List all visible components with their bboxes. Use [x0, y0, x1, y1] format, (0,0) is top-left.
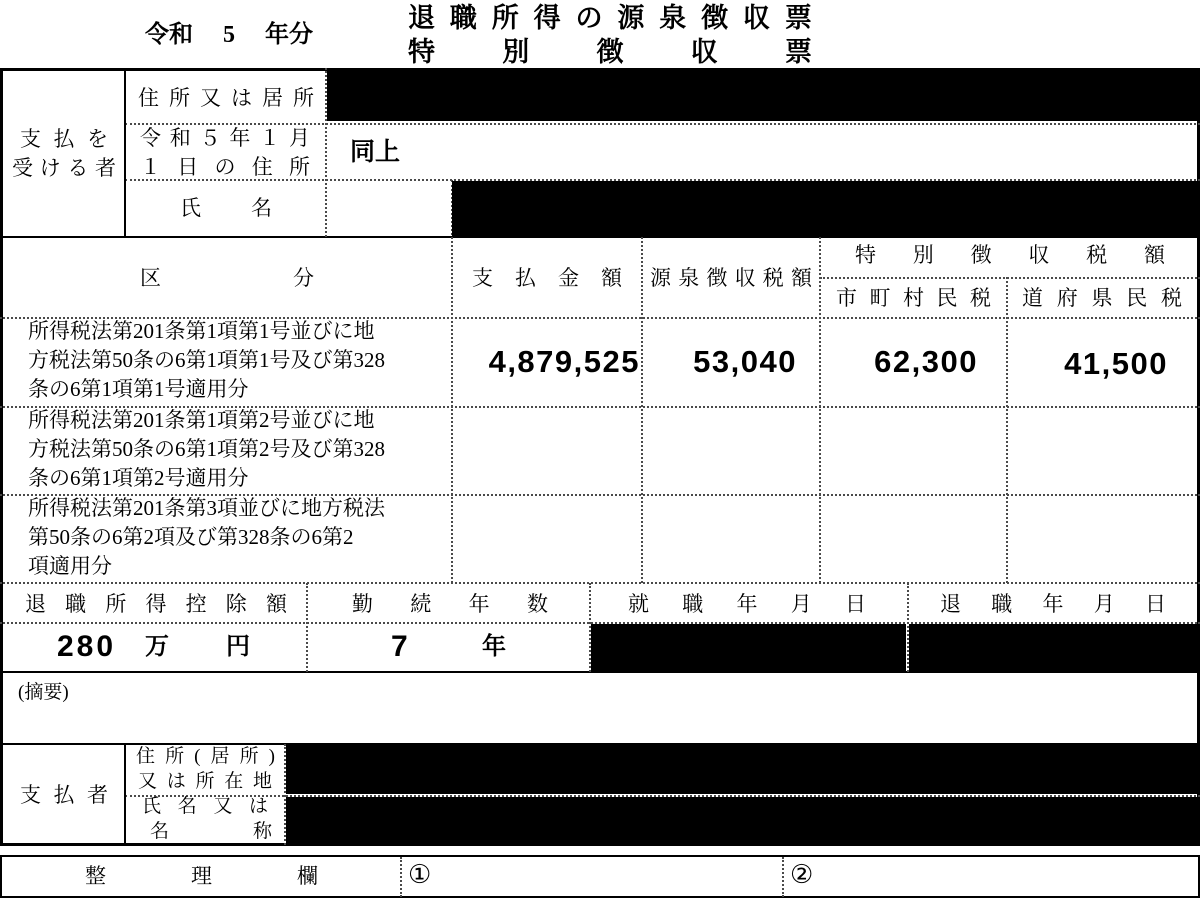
label-char: 在: [224, 771, 244, 792]
label-char: る: [67, 156, 89, 180]
payer-name-label-line: [150, 820, 272, 844]
label-char: 年: [1042, 592, 1064, 616]
label-char: 民: [936, 286, 958, 310]
table-row: [0, 317, 1200, 405]
row-category-line: 所得税法第201条第1項第2号並びに地: [28, 408, 375, 432]
label-char: 泉: [678, 266, 700, 290]
retirement-deduction-label: [25, 590, 287, 618]
label-char: 額: [601, 266, 622, 290]
label-char: 徴: [596, 37, 624, 67]
label-char: 住: [251, 155, 273, 179]
label-char: 住: [136, 746, 156, 767]
label-char: 票: [784, 3, 812, 33]
grid-line: [400, 857, 402, 897]
withholding-tax-value: 53,040: [693, 344, 797, 379]
reference-field-2: ②: [790, 860, 814, 890]
category-header: [140, 264, 314, 292]
label-char: 収: [690, 37, 718, 67]
recipient-section-label-line: [20, 125, 108, 153]
label-char: 市: [836, 286, 857, 310]
label-char: 払: [53, 127, 75, 151]
redacted-payer-name: [286, 797, 1199, 844]
label-char: 払: [53, 783, 75, 807]
years-of-service-unit: 年: [482, 633, 506, 660]
label-char: 府: [1056, 286, 1078, 310]
grid-line: [0, 236, 1200, 238]
label-char: 名: [150, 821, 170, 842]
special-collection-tax-header: [855, 241, 1165, 269]
label-char: 退: [25, 592, 46, 616]
label-char: 得: [145, 592, 167, 616]
label-char: の: [575, 3, 603, 33]
label-char: 町: [869, 286, 891, 310]
label-char: 所: [289, 155, 310, 179]
label-char: 所: [195, 771, 215, 792]
label-char: は: [231, 86, 252, 110]
label-char: を: [87, 127, 108, 151]
label-char: 税: [1161, 286, 1182, 310]
label-char: 所: [293, 86, 314, 110]
label-char: 日: [845, 592, 866, 616]
label-char: 別: [502, 37, 530, 67]
label-char: 退: [940, 592, 961, 616]
label-char: 県: [1091, 286, 1113, 310]
label-char: 又: [200, 86, 221, 110]
label-char: 税: [762, 266, 784, 290]
label-char: 者: [94, 156, 116, 180]
retirement-deduction-unit-man: 万: [145, 633, 169, 660]
label-char: (: [194, 746, 201, 767]
label-char: 払: [515, 266, 536, 290]
label-char: 控: [185, 592, 207, 616]
years-of-service-value: 7: [391, 630, 408, 663]
label-char: ): [268, 746, 275, 767]
label-char: 所: [491, 3, 519, 33]
grid-line: [0, 671, 1200, 673]
label-char: 居: [262, 86, 283, 110]
row-category-line: 所得税法第201条第1項第1号並びに地: [28, 319, 375, 343]
withholding-tax-header: [650, 264, 812, 292]
label-char: 道: [1022, 286, 1043, 310]
label-char: 収: [734, 266, 756, 290]
label-char: 受: [12, 156, 33, 180]
redacted-retire-date: [909, 624, 1199, 671]
grid-line: [124, 744, 126, 845]
grid-line: [782, 857, 784, 897]
label-char: 者: [87, 783, 108, 807]
label-char: 地: [252, 771, 272, 792]
label-char: 月: [288, 126, 310, 150]
label-char: 理: [191, 864, 212, 888]
label-char: 就: [628, 592, 649, 616]
label-char: 金: [558, 266, 579, 290]
label-char: 令: [140, 126, 161, 150]
label-char: 勤: [352, 592, 373, 616]
redacted-hire-date: [591, 624, 906, 671]
label-char: 年: [468, 592, 490, 616]
label-char: 収: [743, 3, 770, 33]
row-category-line: 方税法第50条の6第1項第1号及び第328: [28, 348, 385, 372]
label-char: 源: [650, 266, 671, 290]
retire-date-label: [940, 590, 1166, 618]
label-char: 収: [1028, 243, 1050, 267]
label-char: 徴: [701, 3, 729, 33]
row-category-line: 所得税法第201条第3項並びに地方税法: [28, 496, 385, 520]
label-char: 日: [177, 155, 199, 179]
label-char: 徴: [706, 266, 728, 290]
label-char: 税: [1086, 243, 1108, 267]
label-char: 所: [105, 592, 127, 616]
redacted-recipient-name: [452, 181, 1199, 236]
municipal-tax-header: [836, 284, 991, 312]
label-char: 数: [526, 592, 548, 616]
label-char: 民: [1126, 286, 1148, 310]
label-char: け: [39, 156, 61, 180]
document-title-line-1: [408, 2, 812, 34]
jan1-address-label-line: [140, 124, 310, 152]
label-char: 税: [970, 286, 991, 310]
address-label: [138, 84, 314, 112]
retirement-deduction-unit-yen: 円: [226, 633, 250, 660]
label-char: 欄: [297, 864, 318, 888]
label-char: 退: [408, 3, 435, 33]
label-char: の: [214, 155, 236, 179]
redacted-recipient-address: [327, 71, 1199, 121]
label-char: 村: [903, 286, 924, 310]
table-row: [0, 494, 1200, 582]
reference-field-1: ①: [408, 860, 432, 890]
label-char: 源: [617, 3, 645, 33]
label-char: 票: [785, 37, 812, 67]
row-category-line: 項適用分: [28, 554, 112, 578]
hire-date-label: [628, 590, 866, 618]
label-char: 所: [239, 746, 259, 767]
label-char: 年: [736, 592, 758, 616]
grid-line: [306, 583, 308, 672]
label-char: 泉: [659, 3, 687, 33]
label-char: 住: [138, 86, 159, 110]
label-char: １: [140, 155, 161, 179]
label-char: 職: [65, 592, 87, 616]
label-char: 称: [252, 821, 272, 842]
label-char: 所: [165, 746, 185, 767]
label-char: 額: [790, 266, 812, 290]
label-char: 月: [790, 592, 812, 616]
label-char: 支: [20, 127, 41, 151]
label-char: 又: [213, 796, 233, 817]
label-char: 年: [229, 126, 251, 150]
municipal-tax-value: 62,300: [874, 344, 978, 379]
jan1-address-label-line: [140, 153, 310, 181]
label-char: 額: [1143, 243, 1165, 267]
jan1-address-value: 同上: [350, 138, 401, 166]
row-category-line: 第50条の6第2項及び第328条の6第2: [28, 525, 354, 549]
label-char: 名: [177, 796, 197, 817]
label-char: 徴: [970, 243, 992, 267]
payer-address-label-line: [138, 770, 272, 794]
prefectural-tax-header: [1022, 284, 1182, 312]
label-char: 特: [408, 37, 435, 67]
label-char: 支: [472, 266, 493, 290]
payer-name-label-line: [142, 795, 268, 819]
remarks-label: (摘要): [18, 682, 69, 703]
label-char: 区: [140, 266, 161, 290]
row-category-line: 条の6第1項第2号適用分: [28, 466, 249, 490]
label-char: １: [259, 126, 281, 150]
label-char: 職: [682, 592, 704, 616]
label-char: 支: [20, 783, 41, 807]
label-char: 職: [449, 3, 477, 33]
table-row: [0, 406, 1200, 494]
label-char: 月: [1093, 592, 1115, 616]
label-char: 又: [138, 771, 158, 792]
payer-section-label: [20, 781, 108, 809]
label-char: 分: [293, 266, 314, 290]
row-category-line: 方税法第50条の6第1項第2号及び第328: [28, 437, 385, 461]
payer-address-label-line: [136, 745, 275, 769]
label-char: 額: [265, 592, 287, 616]
label-char: 整: [85, 864, 106, 888]
grid-line: [124, 68, 126, 237]
row-category-line: 条の6第1項第1号適用分: [28, 377, 249, 401]
document-title-line-2: [408, 36, 812, 68]
recipient-section-label-line: [12, 154, 116, 182]
label-char: 氏: [142, 796, 162, 817]
label-char: 続: [410, 592, 432, 616]
prefectural-tax-value: 41,500: [1064, 346, 1168, 381]
year-label: 令和 5 年分: [145, 22, 313, 48]
label-char: 名: [251, 196, 272, 220]
grid-line: [0, 582, 1200, 584]
redacted-payer-address: [286, 745, 1199, 794]
label-char: 所: [169, 86, 190, 110]
label-char: 別: [912, 243, 934, 267]
label-char: 居: [210, 746, 230, 767]
label-char: ５: [199, 126, 221, 150]
label-char: は: [248, 796, 268, 817]
reference-label: [85, 862, 318, 890]
name-label: [180, 194, 272, 222]
label-char: 得: [533, 3, 561, 33]
label-char: 氏: [180, 196, 201, 220]
years-of-service-label: [352, 590, 548, 618]
label-char: 職: [991, 592, 1013, 616]
label-char: 和: [169, 126, 191, 150]
payment-amount-value: 4,879,525: [488, 344, 640, 379]
label-char: 日: [1145, 592, 1166, 616]
retirement-deduction-amount: 280: [57, 630, 117, 663]
payment-amount-header: [472, 264, 622, 292]
grid-line: [820, 277, 1200, 279]
label-char: 除: [225, 592, 247, 616]
label-char: 特: [855, 243, 876, 267]
label-char: は: [166, 771, 186, 792]
